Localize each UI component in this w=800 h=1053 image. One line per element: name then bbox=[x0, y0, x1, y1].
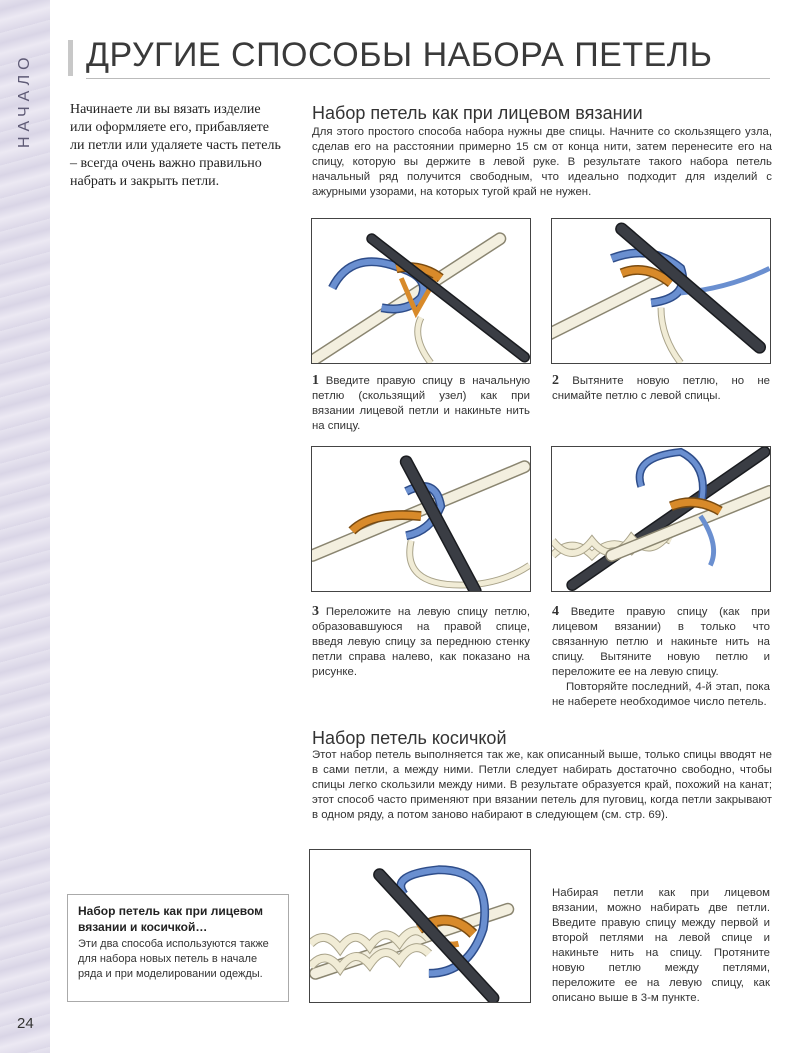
figure-step-2 bbox=[551, 218, 771, 364]
step-4-text: Введите правую спицу (как при лицевом вязании) в только что связанную петлю и накиньте нить на спицу. Вытяните новую петлю и переложите ее на левую спицу. bbox=[552, 606, 770, 678]
page-number: 24 bbox=[17, 1015, 34, 1032]
section2-heading: Набор петель косичкой bbox=[312, 728, 507, 748]
page-title: ДРУГИЕ СПОСОБЫ НАБОРА ПЕТЕЛЬ bbox=[86, 36, 713, 74]
figure-step-1 bbox=[311, 218, 531, 364]
step-3-number: 3 bbox=[312, 604, 319, 619]
step-3-text: Переложите на левую спицу петлю, образовавшуюся на правой спице, введя левую спицу за переднюю стенку петли справа налево, как показано на рисунке. bbox=[312, 606, 530, 678]
cable-cast-on-caption: Набирая петли как при лицевом вязании, можно набирать две петли. Введите правую спицу между первой и второй петлями на левой спице и накиньте нить на спицу. Протяните новую петлю между петлями, переложите ее на левую спицу, как описано выше в 3-м пункте. bbox=[552, 887, 770, 1004]
note-title: Набор петель как при лицевом вязании и косичкой… bbox=[78, 904, 264, 934]
title-divider bbox=[86, 78, 770, 79]
section1-heading: Набор петель как при лицевом вязании bbox=[312, 103, 643, 123]
step-4-extra: Повторяйте последний, 4-й этап, пока не наберете необходимое число петель. bbox=[552, 681, 770, 708]
side-band bbox=[0, 0, 50, 1053]
step-1-caption bbox=[312, 373, 530, 434]
step-4-caption bbox=[552, 604, 770, 710]
section1-paragraph: Для этого простого способа набора нужны две спицы. Начните со скользящего узла, сделав его на расстоянии примерно 15 см от конца нити, затем перенесите его на спицу, которую вы держите в левой руке. В результате такого набора петель начальный ряд получится свободным, что идеально подходит для изделий с ажурными узорами, на которых тугой край не нужен. bbox=[312, 126, 772, 198]
figure-step-3 bbox=[311, 446, 531, 592]
section-label: НАЧАЛО bbox=[16, 52, 33, 148]
step-1-number: 1 bbox=[312, 373, 319, 388]
step-2-caption bbox=[552, 373, 770, 404]
figure-cable-cast-on bbox=[309, 849, 531, 1003]
step-3-caption bbox=[312, 604, 530, 680]
title-accent-bar bbox=[68, 40, 73, 76]
section2-paragraph: Этот набор петель выполняется так же, как описанный выше, только спицы вводят не в сами петли, а между ними. Петли следует набирать достаточно свободно, чтобы спицы легко скользили между ними. В результате образуется край, похожий на канат; этот способ часто применяют при вязании петель для пуговиц, когда петли закрывают в одном ряду, а потом заново набирают в следующем (см. стр. 69). bbox=[312, 749, 772, 821]
step-4-number: 4 bbox=[552, 604, 559, 619]
figure-step-4 bbox=[551, 446, 771, 592]
note-body: Эти два способа используются также для набора новых петель в начале ряда и при моделировании одежды. bbox=[78, 938, 269, 980]
intro-text: Начинаете ли вы вязать изделие или оформляете его, прибавляете ли петли или удаляете часть петель – всегда очень важно правильно набрать и закрыть петли. bbox=[70, 102, 281, 189]
step-2-number: 2 bbox=[552, 373, 559, 388]
step-2-text: Вытяните новую петлю, но не снимайте петлю с левой спицы. bbox=[552, 375, 770, 402]
note-box bbox=[67, 894, 289, 1002]
step-1-text: Введите правую спицу в начальную петлю (скользящий узел) как при вязании лицевой петли и накиньте нить на спицу. bbox=[312, 375, 530, 432]
